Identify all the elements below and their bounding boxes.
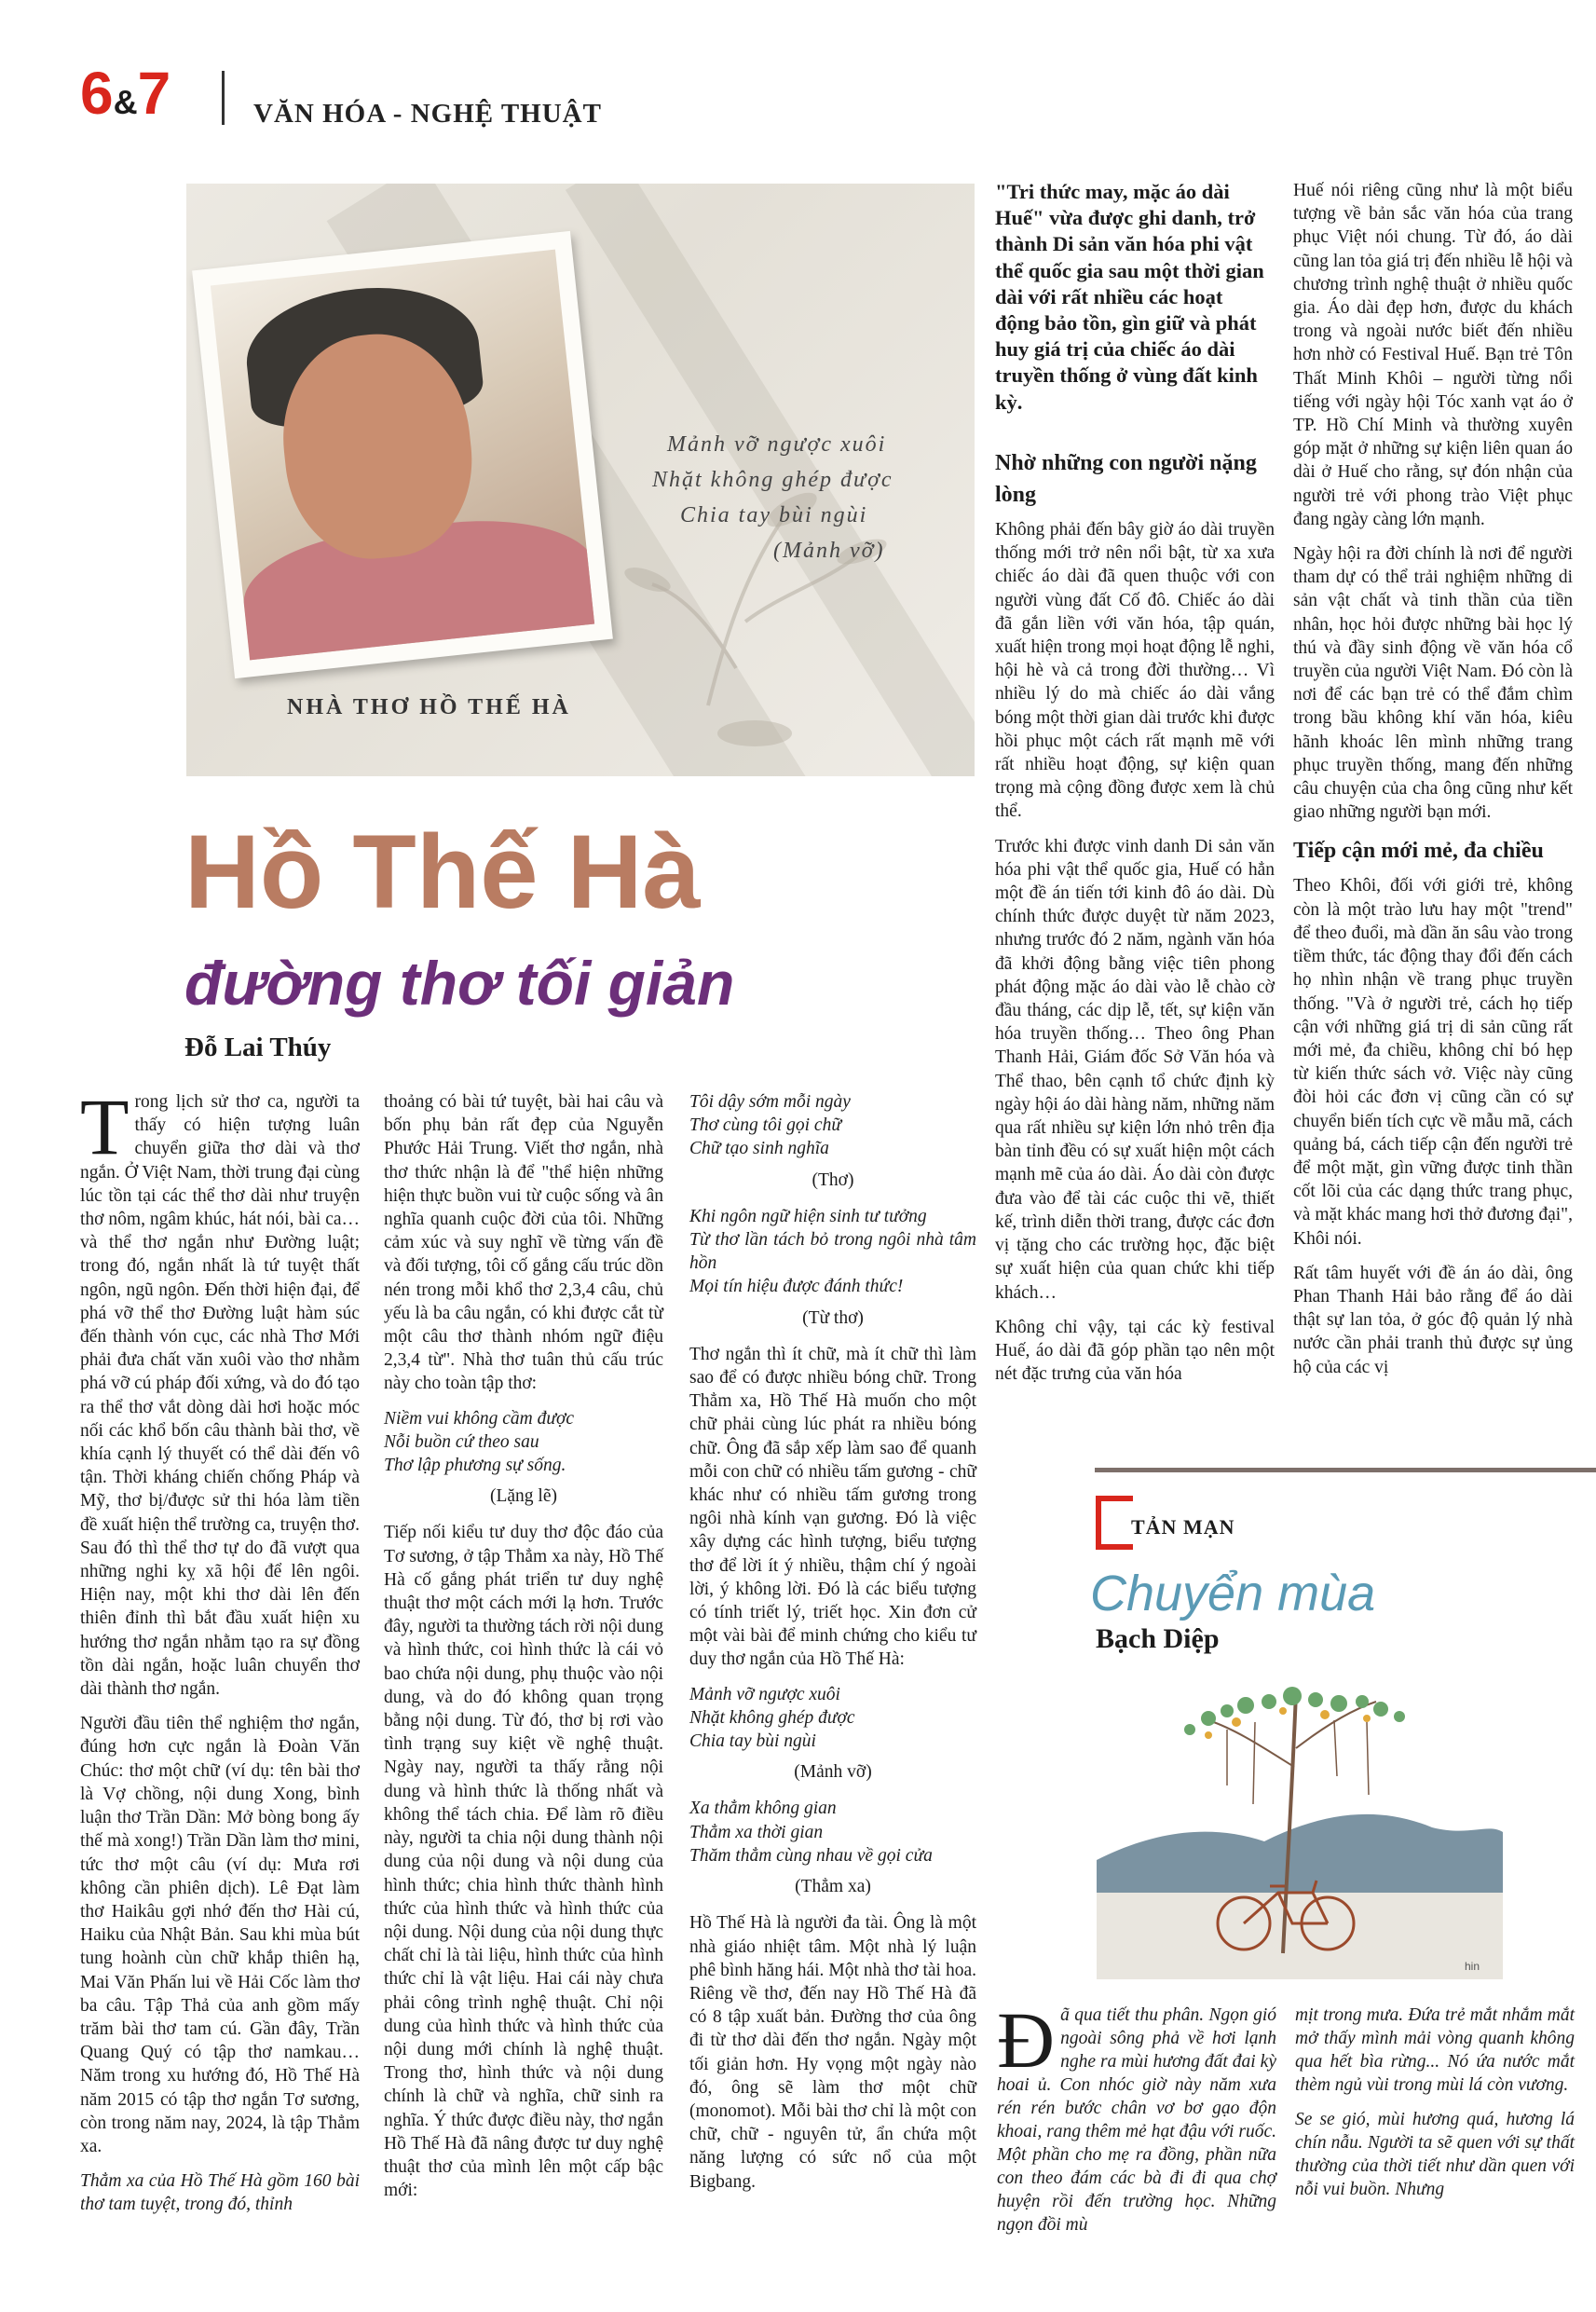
poem-line: Tôi dậy sớm mỗi ngày: [689, 1092, 851, 1112]
poem-line: Mọi tín hiệu được đánh thức!: [689, 1277, 904, 1297]
paragraph: Hồ Thế Hà là người đa tài. Ông là một nhà giáo nhiệt tâm. Một nhà lý luận phê bình hăng hái. Một nhà thơ tài hoa. Riêng về thơ, đến nay Hồ Thế Hà đã có 8 tập xuất bản. Đường thơ của ông đi từ thơ dài đến thơ ngắn. Ngày một tối giản hơn. Hy vọng một ngày nào đó, ông sẽ làm thơ một chữ (monomot). Mỗi bài thơ chỉ là một con chữ, chữ - nguyên tử, ẩn chứa một năng lượng có sức nổ của một Bigbang.: [689, 1913, 976, 2192]
ao-dai-column-2: [1293, 179, 1573, 1390]
poem-line: Thơ cùng tôi gọi chữ: [689, 1115, 841, 1136]
article-title: Hồ Thế Hà: [184, 814, 701, 930]
paragraph: Người đầu tiên thể nghiệm thơ ngắn, đúng hơn cực ngắn là Đoàn Văn Chúc: thơ một chữ (ví dụ: tên bài thơ là Vợ chồng, nội dung Xong, bình luận thơ Trần Dần: Mở bòng bong ấy thế mà xong!) Trần Dần làm thơ mini, tức thơ một câu (ví dụ: Mưa rơi không cần phiên dịch). Lê Đạt làm thơ Haikâu gợi nhớ đến thơ Hài cú, Haiku của Nhật Bản. Sau khi mùa bút tung hoành cùn chữ khắp thiên hạ, Mai Văn Phấn lui về Hải Cốc làm thơ ba câu. Tập Thả của anh gồm mấy trăm bài thơ tam cú. Gần đây, Trần Quang Quý có tập thơ namkau… Năm trong xu hướng đó, Hồ Thế Hà năm 2015 có tập thơ ngắn Tơ sương, còn trong năm nay, 2024, là tập Thẳm xa.: [80, 1714, 360, 2156]
sidebar-divider: [1095, 1468, 1596, 1472]
poem-line: Chia tay bùi ngùi: [680, 503, 868, 527]
paragraph: thoảng có bài tứ tuyệt, bài hai câu và bốn phụ bản rất đẹp của Nguyễn Phước Hải Trung. Viết thơ ngắn, nhà thơ thức nhận là để "thể hiện những hiện thực buồn vui từ cuộc sống và ân nghĩa quanh cuộc đời của tôi. Những cảm xúc và suy nghĩ về từng vấn đề và đối tượng, tôi cố gắng cấu trúc dồn nén trong mỗi khổ thơ 2,3,4 câu, chủ yếu là ba câu ngắn, có khi được cắt từ một câu thơ thành nhóm ngữ điệu 2,3,4 từ". Nhà thơ tuân thủ cấu trúc này cho toàn tập thơ:: [384, 1092, 663, 1394]
poem-quote: [689, 1205, 976, 1299]
kicker-bracket-icon: [1096, 1496, 1133, 1550]
article-column-3: [689, 1090, 976, 2205]
paragraph: ã qua tiết thu phân. Ngọn gió ngoài sông phả về hơi lạnh nghe ra mùi hương đất đai kỳ hoai ủ. Con nhóc giờ này năm xưa rén rén bước chân vơ bơ gạo độn khoai, rang thêm mẻ hạt đậu với ruốc. Một phần cho mẹ ra đồng, phần nữa con theo đám các bà đi đi qua chợ huyện rồi đến trường học. Những ngọn đồi mù: [997, 2005, 1276, 2235]
poem-line: Mảnh vỡ ngược xuôi: [667, 432, 887, 457]
sidebar-column-1: [997, 1995, 1276, 2248]
poem-quote: [384, 1407, 663, 1478]
poem-line: Khi ngôn ngữ hiện sinh tư tưởng: [689, 1206, 927, 1226]
paragraph: rong lịch sử thơ ca, người ta thấy có hiện tượng luân chuyển giữa thơ dài và thơ ngắn. Ở Việt Nam, thời trung đại cùng lúc tồn tại các thể thơ dài như truyện thơ nôm, ngâm khúc, hát nói, bài ca… và thể thơ ngắn như Đường luật; trong đó, ngắn nhất là tứ tuyệt thất ngôn, ngũ ngôn. Đến thời hiện đại, để phá vỡ thể thơ Đường luật hàm súc đến thành vón cục, các nhà Thơ Mới phải đưa chất văn xuôi vào thơ nhằm phá vỡ cú pháp đối xứng, và do đó tạo ra thể thơ vắt dòng dài hơi hoặc móc nối các khổ bốn câu thành bài thơ, về khía cạnh lý thuyết có thể dài đến vô tận. Thời kháng chiến chống Pháp và Mỹ, thơ bị/được sử thi hóa làm tiền đề xuất hiện thể trường ca, truyện thơ. Sau đó thì thể thơ tự do đã vượt qua những nghi kỵ xã hội để lên ngôi. Hiện nay, một khi thơ dài lên đến thiên đỉnh thì bắt đầu xuất hiện xu hướng thơ ngắn nhằm tạo ra sự đồng tồn dài ngắn, hoặc luân chuyển thơ dài thành thơ ngắn.: [80, 1092, 360, 1700]
ao-dai-column-1: [995, 447, 1275, 1397]
section-title: VĂN HÓA - NGHỆ THUẬT: [253, 99, 602, 129]
paragraph: Theo Khôi, đối với giới trẻ, không còn là một trào lưu hay một "trend" để theo đuổi, mà dần ăn sâu vào trong tiềm thức, tác động thay đổi đến cách họ nhìn nhận về trang phục truyền thống. "Và ở người trẻ, cách họ tiếp cận với những giá trị di sản cũng rất mới mẻ, đa chiều, không chỉ bó hẹp từ kiến thức sách vở. Việc này cũng đòi hỏi các đơn vị cũng cần có sự chuyển biến tích cực về mẫu mã, cách quảng bá, cách tiếp cận đến người trẻ để một mặt, gìn vững được tinh thần cốt lõi của các dạng thức trang phục, và mặt khác mang hơi thở đương đại", Khôi nói.: [1293, 876, 1573, 1249]
paragraph: mịt trong mưa. Đứa trẻ mắt nhắm mắt mở thấy mình mải vòng quanh không qua hết bìa rừng... Nó ứa nước mắt thèm ngủ vùi trong mùi lá còn vương.: [1295, 2005, 1575, 2095]
sidebar-author: Bạch Diệp: [1096, 1623, 1220, 1654]
poem-line: Thăm thẳm cùng nhau về gọi cửa: [689, 1845, 933, 1866]
poem-line: Mảnh vỡ ngược xuôi: [689, 1684, 840, 1704]
paragraph: Ngày hội ra đời chính là nơi để người tham dự có thể trải nghiệm những di sản vật chất và tinh thần của tiền nhân, học hỏi được những bài học lý thú và đầy sinh động về văn hóa cổ truyền của người Việt Nam. Đó còn là nơi để các bạn trẻ có thể đắm chìm trong bầu không khí văn hóa, kiêu hãnh khoác lên mình những trang phục truyền thống, mang đến những câu chuyện của cha ông cũng như kết giao những người bạn mới.: [1293, 544, 1573, 823]
drop-cap: T: [80, 1082, 130, 1171]
portrait-photo: [192, 231, 613, 678]
poem-source: (Từ thơ): [802, 1307, 864, 1328]
poem-line: Từ thơ lần tách bỏ trong ngôi nhà tâm hồn: [689, 1230, 976, 1274]
sidebar-column-2: [1295, 2004, 1575, 2212]
paragraph: Rất tâm huyết với đề án áo dài, ông Phan Thanh Hải bảo rằng để áo dài thật sự lan tỏa, ở góc độ quản lý nhà nước cần phải tranh thủ được sự ủng hộ của các vị: [1293, 1263, 1573, 1377]
article-column-1: [80, 1082, 360, 2228]
poem-source: (Lặng lẽ): [489, 1486, 557, 1507]
article-column-2: [384, 1090, 663, 2213]
poem-line: Nhặt không ghép được: [689, 1707, 855, 1728]
article-subtitle: đường thơ tối giản: [184, 949, 735, 1018]
photo-poem: [652, 427, 893, 568]
photo-caption: NHÀ THƠ HỒ THẾ HÀ: [287, 695, 571, 719]
poem-source: (Mảnh vỡ): [773, 539, 885, 563]
poem-source: (Thẳm xa): [795, 1877, 871, 1897]
paragraph: Trước khi được vinh danh Di sản văn hóa phi vật thể quốc gia, Huế có hẳn một đề án tiến tới kinh đô áo dài. Dù chính thức được duyệt từ năm 2023, nhưng trước đó 2 năm, ngành văn hóa đã khởi động bằng việc tiên phong phát động mặc áo dài vào lễ chào cờ đầu tháng, các dịp lễ, tết, sự kiện văn hóa truyền thống… Theo ông Phan Thanh Hải, Giám đốc Sở Văn hóa và Thể thao, bên cạnh tổ chức định kỳ ngày hội áo dài hàng năm, những năm qua rất nhiều sự kiện lớn nhỏ trên địa bàn tỉnh đều có sự xuất hiện một cách mạnh mẽ của áo dài. Áo dài còn được đưa vào để tài các cuộc thi vẽ, thiết kế, trình diễn thời trang, được các đơn vị tặng cho các trường học, đặc biệt sự xuất hiện của quan chức khi tiếp khách…: [995, 836, 1275, 1303]
poem-source: (Thơ): [812, 1170, 854, 1190]
ao-dai-lead: "Tri thức may, mặc áo dài Huế" vừa được ghi danh, trở thành Di sản văn hóa phi vật thể quốc gia sau một thời gian dài với rất nhiều các hoạt động bảo tồn, gìn giữ và phát huy giá trị của chiếc áo dài truyền thống ở vùng đất kinh kỳ.: [995, 180, 1264, 414]
sidebar-illustration: [1097, 1674, 1503, 1979]
subheading: Tiếp cận mới mẻ, đa chiều: [1293, 839, 1544, 864]
article-author: Đỗ Lai Thúy: [184, 1033, 332, 1062]
header-divider: [222, 71, 225, 125]
page-right: 7: [137, 60, 171, 127]
poem-quote: [689, 1090, 976, 1161]
poem-line: Chia tay bùi ngùi: [689, 1731, 816, 1752]
poem-line: Nỗi buồn cứ theo sau: [384, 1431, 539, 1452]
page-amp: &: [113, 83, 138, 121]
page-number: [80, 60, 171, 132]
paragraph: Không chỉ vậy, tại các kỳ festival Huế, áo dài đã góp phần tạo nên một nét đặc trưng của văn hóa: [995, 1317, 1275, 1385]
poem-line: Niềm vui không cầm được: [384, 1408, 575, 1429]
paragraph: Huế nói riêng cũng như là một biểu tượng về bản sắc văn hóa của trang phục Việt nói chung. Từ đó, áo dài cũng lan tỏa giá trị đến nhiều lễ hội và chương trình nghệ thuật ở nhiều quốc gia. Áo dài đẹp hơn, được du khách trong và ngoài nước biết đến nhiều hơn nhờ có Festival Huế. Bạn trẻ Tôn Thất Minh Khôi – người từng nổi tiếng với ngày hội Tóc xanh vạt áo ở TP. Hồ Chí Minh và thường xuyên góp mặt ở những sự kiện liên quan áo dài ở Huế cho rằng, sự đón nhận của người trẻ với phong trào Việt phục đang ngày càng lớn mạnh.: [1293, 181, 1573, 529]
paragraph: Tiếp nối kiểu tư duy thơ độc đáo của Tơ sương, ở tập Thẳm xa này, Hồ Thế Hà cố gắng phát triển tư duy nghệ thuật thơ một cách mới lạ hơn. Trước đây, người ta thường tách rời nội dung và hình thức, coi hình thức là cái vỏ bao chứa nội dung, phụ thuộc vào nội dung, và do đó không quan trọng bằng nội dung. Từ đó, thơ bị rơi vào tình trạng suy kiệt về nghệ thuật. Ngày nay, người ta thấy rằng nội dung và hình thức là thống nhất và không thể tách chia. Để làm rõ điều này, người ta chia nội dung thành nội dung của nội dung và nội dung của hình thức; chia hình thức thành hình thức của hình thức và hình thức của nội dung. Nội dung của nội dung thực chất chỉ là tài liệu, hình thức của hình thức chỉ là vật liệu. Hai cái này chưa phải công trình nghệ thuật. Chỉ nội dung của hình thức và hình thức của nội dung mới chính là nghệ thuật. Trong thơ, hình thức và nội dung chính là chữ và nghĩa, chữ sinh ra nghĩa. Ý thức được điều này, thơ ngắn Hồ Thế Hà đã nâng được tư duy nghệ thuật thơ của mình lên một cấp bậc mới:: [384, 1523, 663, 2201]
sidebar-title: Chuyển mùa: [1090, 1566, 1376, 1621]
poem-line: Xa thẳm không gian: [689, 1799, 837, 1819]
subheading: Nhờ những con người nặng lòng: [995, 451, 1257, 507]
page-left: 6: [80, 60, 114, 127]
paragraph: Thơ ngắn thì ít chữ, mà ít chữ thì làm sao để có được nhiều bóng chữ. Trong Thẳm xa, Hồ Thế Hà muốn cho một chữ phải cùng lúc phát ra nhiều bóng chữ. Ông đã sắp xếp làm sao để quanh mỗi con chữ có nhiều tấm gương - chữ khác như có nhiều tấm gương trong ngôi nhà kính vạn gương. Đó là việc xây dựng các hình tượng, biểu tượng thơ để lời ít ý nhiều, thậm chí ý ngoài lời, ý không lời. Đó là các biểu tượng có tính triết lý, triết học. Xin đơn cử một vài bài để minh chứng cho kiểu tư duy thơ ngắn của Hồ Thế Hà:: [689, 1344, 976, 1670]
poem-quote: [689, 1797, 976, 1867]
poem-source: (Mảnh vỡ): [794, 1762, 872, 1783]
poem-quote: [689, 1683, 976, 1754]
poem-line: Chữ tạo sinh nghĩa: [689, 1139, 829, 1159]
poem-line: Thơ lập phương sự sống.: [384, 1456, 566, 1476]
illustration-signature: hin: [1465, 1960, 1480, 1973]
poem-line: Nhặt không ghép được: [652, 468, 893, 492]
sidebar-kicker: TẢN MẠN: [1131, 1515, 1235, 1539]
paragraph: Thẳm xa của Hồ Thế Hà gồm 160 bài thơ tam tuyệt, trong đó, thỉnh: [80, 2171, 360, 2215]
paragraph: Se se gió, mùi hương quá, hương lá chín nẫu. Người ta sẽ quen với sự thất thường của thời tiết như dần quen với nỗi vui buồn. Nhưng: [1295, 2110, 1575, 2199]
drop-cap: Đ: [997, 1995, 1056, 2085]
poem-line: Thẳm xa thời gian: [689, 1822, 824, 1842]
paragraph: Không phải đến bây giờ áo dài truyền thống mới trở nên nổi bật, từ xa xưa chiếc áo dài đã quen thuộc với con người vùng đất Cố đô. Chiếc áo dài đã gắn liền với văn hóa, tập quán, xuất hiện trong mọi hoạt động lễ nghi, hội hè và cả trong đời thường… Vì nhiều lý do mà chiếc áo dài vắng bóng một thời gian dài trước khi được hồi phục một cách rất mạnh mẽ với rất nhiều hoạt động, sự kiện quan trọng mà cộng đồng được xem là chủ thể.: [995, 520, 1275, 822]
